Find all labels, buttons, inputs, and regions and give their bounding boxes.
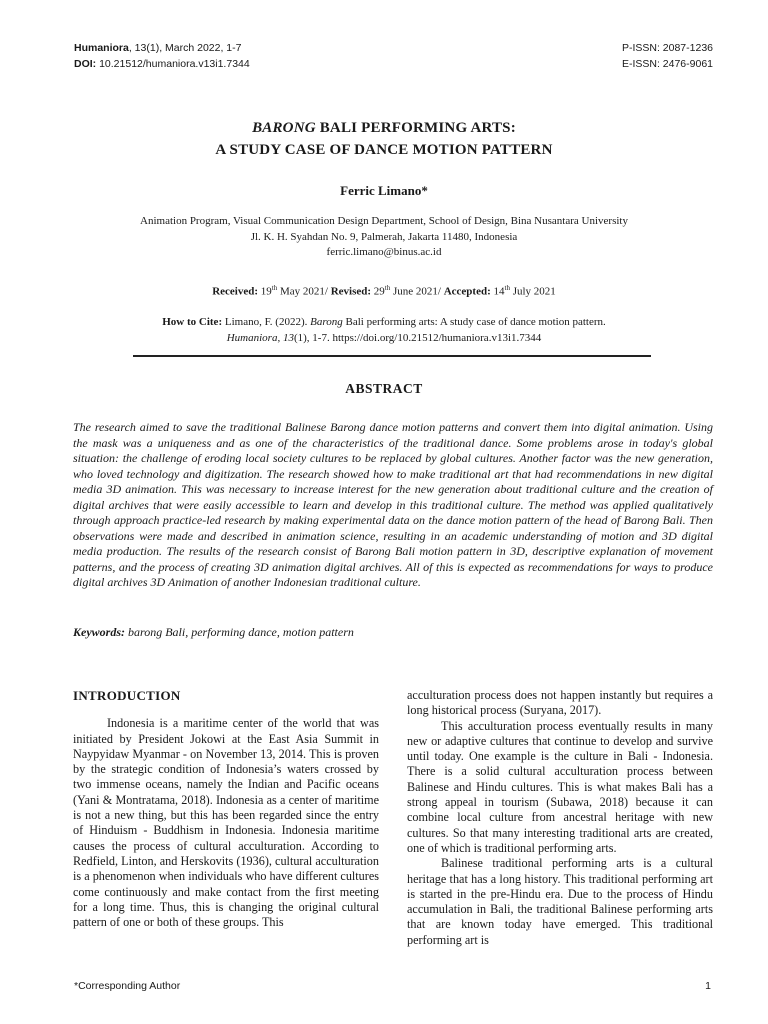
accepted-label: Accepted: — [443, 285, 491, 298]
journal-citation-line — [74, 40, 250, 56]
abstract-text: The research aimed to save the traditional Balinese Barong dance motion patterns and convert them into digital animation. Using the mask was a uniqueness and as one of the characteristics of the traditional dance. Some problems arose in today's global situation: the challenge of eroding local society cultures to be replaced by global cultures. Another factor was the new generation, who loved technology and digitization. The research showed how to make traditional art that had recommendations in new digital media 3D animation. This was necessary to increase interest for the new generation about traditional culture and the creation of digital archives that were easily accessible to learn and develop in this traditional culture. The method was applied qualitatively through approach practice-led research by making experimental data on the dance motion pattern of the head of Barong Bali. Then observations were made and described in animation science, resulting in an academic understanding of motion and 3D digital media production. The results of the research consist of Barong Bali motion pattern in 3D, descriptive explanation of movement patterns, and the process of creating 3D animation digital archives. All of this is expected as recommendations for ways to produce digital archives 3D Animation of another Indonesian traditional culture. — [73, 420, 713, 589]
author-email: ferric.limano@binus.ac.id — [326, 246, 442, 258]
paper-title — [0, 117, 768, 161]
doi-value: 10.21512/humaniora.v13i1.7344 — [96, 58, 250, 70]
abstract-heading: ABSTRACT — [345, 381, 423, 396]
left-column — [73, 688, 379, 930]
received-day: 19 — [260, 285, 272, 298]
cite-label: How to Cite: — [162, 316, 223, 328]
cite-line-2 — [0, 331, 768, 347]
affiliation-line-1: Animation Program, Visual Communication Design Department, School of Design, Bina Nusantara University — [140, 215, 628, 227]
how-to-cite — [0, 315, 768, 346]
title-line-1-rest: BALI PERFORMING ARTS: — [315, 120, 516, 136]
title-line-1 — [0, 117, 768, 139]
journal-name: Humaniora — [74, 42, 129, 54]
right-column — [407, 688, 713, 948]
e-issn: E-ISSN: 2476-9061 — [621, 58, 713, 70]
revised-rest: June 2021/ — [390, 285, 444, 298]
received-sup: th — [271, 284, 278, 292]
doi-label: DOI: — [74, 58, 97, 70]
accepted-day: 14 — [493, 285, 505, 298]
title-line-2: A STUDY CASE OF DANCE MOTION PATTERN — [215, 142, 553, 158]
keywords-label: Keywords: — [73, 625, 125, 639]
cite-text-3: (1), 1-7. https://doi.org/10.21512/humaniora.v13i1.7344 — [293, 331, 542, 344]
intro-paragraph-continued: acculturation process does not happen instantly but requires a long historical process (Suryana, 2017). — [407, 688, 713, 718]
running-header-right — [622, 40, 713, 72]
keywords — [73, 625, 713, 640]
title-italic-word: BARONG — [252, 120, 316, 136]
cite-italic-1: Barong — [310, 316, 343, 328]
submission-dates — [0, 284, 768, 298]
keywords-text: barong Bali, performing dance, motion pattern — [125, 625, 354, 639]
p-issn: P-ISSN: 2087-1236 — [621, 42, 713, 54]
header-divider — [133, 355, 651, 357]
revised-day: 29 — [373, 285, 385, 298]
journal-issue: , 13(1), March 2022, 1-7 — [128, 42, 242, 54]
intro-paragraph-3: Balinese traditional performing arts is a cultural heritage that has a long history. This traditional performing art is started in the pre-Hindu era. Due to the process of Hindu accumulation in Bali, the traditional Balinese performing arts that are known today have emerged. This traditional performing art is — [407, 856, 713, 947]
page-number: 1 — [705, 980, 711, 992]
cite-journal: Humaniora, 13 — [226, 331, 294, 344]
accepted-rest: July 2021 — [509, 285, 556, 298]
author-name: Ferric Limano* — [340, 183, 428, 198]
cite-text-1: Limano, F. (2022). — [222, 316, 311, 328]
cite-text-2: Bali performing arts: A study case of dance motion pattern. — [342, 316, 606, 328]
received-label: Received: — [212, 285, 258, 298]
introduction-heading: INTRODUCTION — [73, 688, 181, 703]
revised-sup: th — [384, 284, 391, 292]
corresponding-author-note: *Corresponding Author — [74, 980, 181, 992]
intro-paragraph-2: This acculturation process eventually results in many new or adaptive cultures that continue to develop and survive until today. One example is the culture in Bali - Indonesia. There is a solid cultural acculturation process between Balinese and Hindu cultures. This is what makes Bali has a strong appeal in tourism (Subawa, 2018) because it can combine local culture from ancestral heritage with new cultures. So that many interesting traditional arts are created, one of which is traditional performing arts. — [407, 718, 713, 855]
cite-line-1 — [0, 315, 768, 331]
running-header-left — [74, 40, 250, 72]
revised-label: Revised: — [330, 285, 372, 298]
affiliation — [0, 214, 768, 261]
accepted-sup: th — [504, 284, 510, 292]
received-rest: May 2021/ — [277, 285, 331, 298]
intro-paragraph-1: Indonesia is a maritime center of the world that was initiated by President Jokowi at the East Asia Summit in Naypyidaw Myanmar - on November 13, 2014. This is proven by the strategic condition of Indonesia’s waters crossed by two immense oceans, namely the Indian and Pacific oceans (Yani & Montratama, 2018). Indonesia as a center of maritime is not a new thing, but this has been regarded since the entry of Hinduism - Buddhism in Indonesia. Indonesia maritime causes the process of cultural acculturation. According to Redfield, Linton, and Herskovits (1936), cultural acculturation is a phenomenon when individuals who have different cultures come continuously and make contact from the first meeting for a long time. Thus, this is changing the original cultural pattern of one or both of these groups. This — [73, 716, 379, 930]
affiliation-line-2: Jl. K. H. Syahdan No. 9, Palmerah, Jakarta 11480, Indonesia — [250, 230, 518, 243]
doi-line — [74, 56, 250, 72]
